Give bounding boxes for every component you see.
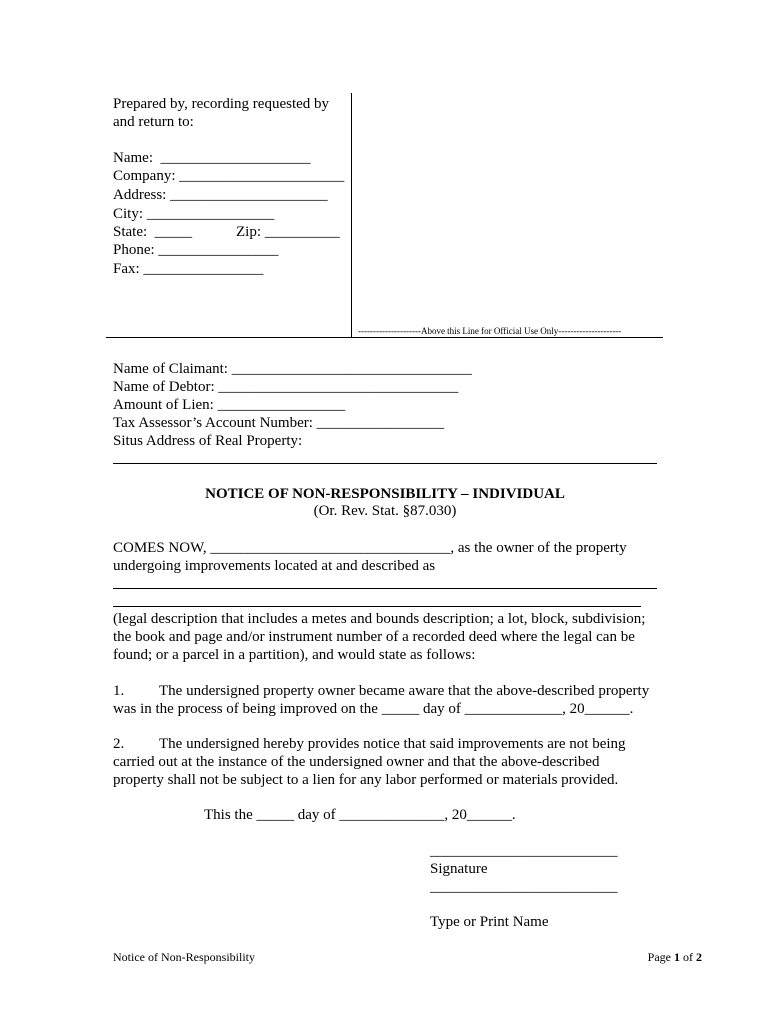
paragraph-1-number: 1.: [113, 683, 125, 699]
comes-now-line2: undergoing improvements located at and described as: [113, 558, 436, 574]
name-field[interactable]: Name: ____________________: [113, 150, 311, 166]
city-field[interactable]: City: _________________: [113, 206, 275, 222]
current-page: 1: [674, 950, 680, 964]
situs-address-line[interactable]: [113, 463, 657, 464]
debtor-field[interactable]: Name of Debtor: ________________________________: [113, 379, 459, 395]
phone-field[interactable]: Phone: ________________: [113, 242, 279, 258]
address-field[interactable]: Address: _____________________: [113, 187, 328, 203]
page-mid: of: [680, 950, 696, 964]
legal-description-line2: the book and page and/or instrument number of a recorded deed where the legal can be: [113, 629, 635, 645]
description-line1[interactable]: [113, 588, 657, 589]
total-pages: 2: [696, 950, 702, 964]
signature-label: Signature: [430, 861, 488, 877]
paragraph-1-line2: was in the process of being improved on the _____ day of _____________, 20______.: [113, 701, 634, 717]
header-divider-vertical: [351, 93, 352, 338]
claimant-field[interactable]: Name of Claimant: ________________________________: [113, 361, 472, 377]
fax-field[interactable]: Fax: ________________: [113, 261, 264, 277]
statute-reference: (Or. Rev. Stat. §87.030): [313, 503, 457, 519]
print-name-line[interactable]: _________________________: [430, 879, 618, 895]
description-line2[interactable]: [113, 606, 641, 607]
footer-title: Notice of Non-Responsibility: [113, 950, 255, 964]
company-field[interactable]: Company: ______________________: [113, 168, 345, 184]
situs-address-label: Situs Address of Real Property:: [113, 433, 303, 449]
signature-line[interactable]: _________________________: [430, 843, 618, 859]
print-name-label: Type or Print Name: [430, 914, 549, 930]
paragraph-2-line1: The undersigned hereby provides notice that said improvements are not being: [159, 736, 626, 752]
paragraph-2-line3: property shall not be subject to a lien for any labor performed or materials provided.: [113, 772, 619, 788]
page-prefix: Page: [647, 950, 674, 964]
prepared-by-line1: Prepared by, recording requested by: [113, 96, 330, 112]
date-line[interactable]: This the _____ day of ______________, 20______.: [204, 807, 516, 823]
legal-description-line1: (legal description that includes a metes and bounds description; a lot, block, subdivision;: [113, 611, 646, 627]
tax-account-field[interactable]: Tax Assessor’s Account Number: _________________: [113, 415, 445, 431]
state-field[interactable]: State: _____: [113, 224, 193, 240]
page-number: [648, 950, 702, 964]
prepared-by-line2: and return to:: [113, 114, 194, 130]
zip-field[interactable]: Zip: __________: [236, 224, 340, 240]
document-title: NOTICE OF NON-RESPONSIBILITY – INDIVIDUAL: [205, 486, 565, 502]
official-use-note: ---------------------Above this Line for Official Use Only---------------------: [358, 326, 622, 336]
comes-now-line1: COMES NOW, ________________________________, as the owner of the property: [113, 540, 627, 556]
legal-description-line3: found; or a parcel in a partition), and would state as follows:: [113, 647, 476, 663]
header-divider-horizontal: [106, 337, 663, 338]
paragraph-2-number: 2.: [113, 736, 125, 752]
paragraph-2-line2: carried out at the instance of the undersigned owner and that the above-described: [113, 754, 600, 770]
lien-amount-field[interactable]: Amount of Lien: _________________: [113, 397, 346, 413]
paragraph-1-line1: The undersigned property owner became aware that the above-described property: [159, 683, 650, 699]
